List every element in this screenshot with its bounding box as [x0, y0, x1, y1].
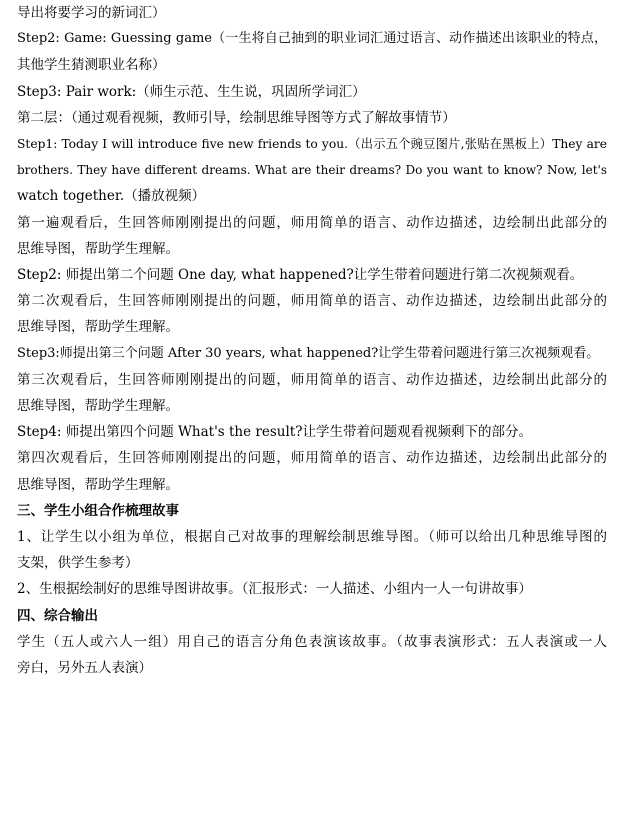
text-line: 其他学生猜测职业名称）	[17, 57, 166, 74]
text-line: Step1: Today I will introduce five new friends to you.（出示五个豌豆图片,张贴在黑板上）They are	[17, 137, 607, 151]
text-line: watch together.（播放视频）	[17, 188, 206, 205]
text-line: 第三次观看后，生回答师刚刚提出的问题，师用简单的语言、动作边描述，边绘制出此部分的	[17, 371, 607, 388]
text-line: Step3: Pair work:（师生示范、生生说，巩固所学词汇）	[17, 83, 366, 100]
text-line: Step4: 师提出第四个问题 What's the result?让学生带着问题观看视频剩下的部分。	[17, 424, 532, 441]
text-line: 导出将要学习的新词汇）	[17, 5, 166, 21]
text-line: 第二次观看后，生回答师刚刚提出的问题，师用简单的语言、动作边描述，边绘制出此部分的	[17, 293, 607, 310]
text-line: 旁白，另外五人表演）	[17, 659, 152, 676]
section-subheading: 第二层：（通过观看视频，教师引导，绘制思维导图等方式了解故事情节）	[17, 109, 456, 126]
text-line: 思维导图，帮助学生理解。	[17, 397, 179, 414]
text-line: 第四次观看后，生回答师刚刚提出的问题，师用简单的语言、动作边描述，边绘制出此部分的	[17, 450, 607, 467]
section-heading: 三、学生小组合作梳理故事	[17, 502, 179, 519]
text-line: 2、生根据绘制好的思维导图讲故事。（汇报形式：一人描述、小组内一人一句讲故事）	[17, 581, 532, 598]
section-heading: 四、综合输出	[17, 607, 98, 624]
text-line: 1、让学生以小组为单位，根据自己对故事的理解绘制思维导图。（师可以给出几种思维导图的	[17, 528, 607, 545]
text-line: 思维导图，帮助学生理解。	[17, 319, 179, 336]
text-line: brothers. They have different dreams. What are their dreams? Do you want to know? Now, let's	[17, 163, 607, 178]
text-line: Step2: 师提出第二个问题 One day, what happened?让学生带着问题进行第二次视频观看。	[17, 266, 584, 283]
text-line: Step2: Game: Guessing game（一生将自己抽到的职业词汇通过语言、动作描述出该职业的特点，	[17, 31, 607, 47]
text-line: Step3:师提出第三个问题 After 30 years, what happened?让学生带着问题进行第三次视频观看。	[17, 345, 600, 361]
text-line: 思维导图，帮助学生理解。	[17, 476, 179, 493]
text-line: 第一遍观看后，生回答师刚刚提出的问题，师用简单的语言、动作边描述，边绘制出此部分的	[17, 214, 607, 231]
text-line: 学生（五人或六人一组）用自己的语言分角色表演该故事。（故事表演形式：五人表演或一人	[17, 633, 607, 650]
text-line: 支架，供学生参考）	[17, 555, 139, 572]
document-page	[17, 0, 607, 681]
text-line: 思维导图，帮助学生理解。	[17, 240, 179, 257]
